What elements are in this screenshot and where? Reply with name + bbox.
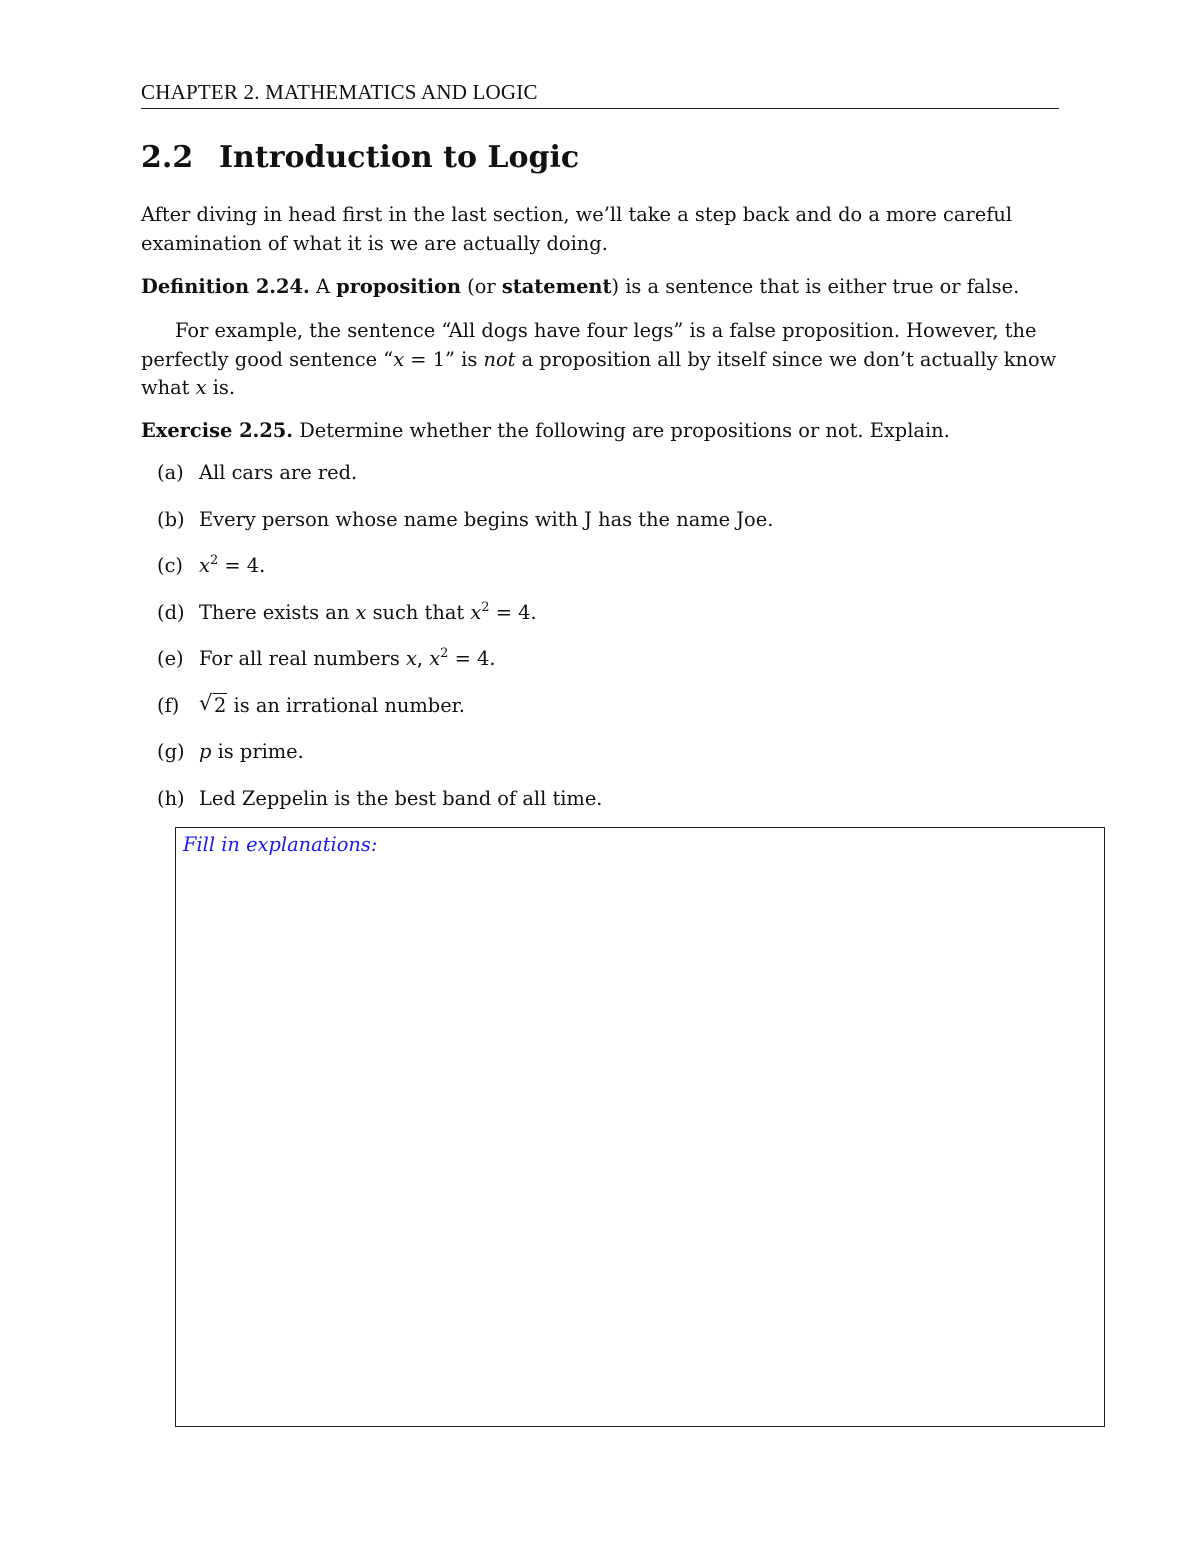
radicand: 2 [214, 693, 227, 717]
emphasis-not: not [483, 347, 516, 371]
intro-paragraph: After diving in head first in the last section, we’ll take a step back and do a more careful examination of what it is we are actually doing. [141, 203, 1013, 255]
item-text [199, 645, 496, 673]
list-item [141, 506, 1061, 553]
list-item [141, 692, 1061, 739]
example-text: a proposition all by itself since we don’t actually know what [141, 347, 1057, 399]
definition-term-proposition: proposition [336, 275, 461, 298]
example-text: is. [206, 376, 236, 399]
item-text [199, 692, 465, 720]
item-label: (d) [157, 600, 185, 624]
item-text [199, 738, 304, 766]
square-root [199, 692, 227, 720]
item-text-rest: is an irrational number. [227, 693, 465, 717]
answer-prompt: Fill in explanations: [183, 833, 378, 856]
math-variable: x [405, 647, 417, 670]
item-text: Led Zeppelin is the best band of all time. [199, 786, 603, 810]
definition-text: (or [461, 275, 502, 298]
item-text-mid: , [416, 647, 430, 670]
item-label: (c) [157, 554, 183, 577]
definition-term-statement: statement [501, 275, 612, 298]
example-text: = 1” is [404, 347, 484, 371]
item-text-mid: such that [366, 600, 471, 624]
definition-paragraph [141, 273, 1061, 302]
item-text: All cars are red. [199, 461, 358, 484]
list-item [141, 645, 1061, 692]
example-text: For example, the sentence “All dogs have four legs” is a false proposition. However, the perfectly good sentence “ [141, 319, 1037, 371]
math-variable: x [429, 647, 441, 670]
list-item [141, 459, 1061, 506]
list-item [141, 738, 1061, 785]
example-paragraph [141, 317, 1061, 403]
exponent: 2 [209, 553, 219, 568]
definition-text: ) is a sentence that is either true or false. [611, 275, 1020, 298]
exponent: 2 [440, 646, 449, 661]
item-label: (a) [157, 461, 184, 484]
radical-sign-icon: √ [199, 690, 213, 715]
definition-label: Definition 2.24. [141, 275, 310, 298]
math-variable: x [195, 376, 207, 399]
item-text [199, 552, 265, 580]
math-variable: x [470, 600, 482, 624]
section-heading [141, 138, 579, 178]
item-label: (b) [157, 507, 185, 531]
item-text-rest: is prime. [211, 740, 304, 763]
item-text-rest: = 4. [218, 554, 266, 577]
item-label: (e) [157, 647, 184, 670]
item-text-rest: = 4. [489, 600, 537, 624]
item-label: (h) [157, 786, 185, 810]
exercise-list [141, 459, 1061, 831]
running-head: CHAPTER 2. MATHEMATICS AND LOGIC [141, 78, 1059, 109]
item-text-pre: For all real numbers [199, 647, 406, 670]
math-variable: x [393, 347, 405, 371]
math-variable: x [199, 554, 210, 577]
list-item [141, 552, 1061, 599]
item-text [199, 599, 537, 627]
item-text-rest: = 4. [448, 647, 496, 670]
answer-box[interactable] [175, 827, 1105, 1427]
item-label: (f) [157, 693, 180, 717]
definition-text: A [309, 275, 337, 298]
math-variable: x [355, 600, 367, 624]
exercise-paragraph [141, 417, 1061, 446]
item-label: (g) [157, 740, 185, 763]
list-item [141, 599, 1061, 646]
exponent: 2 [481, 599, 490, 615]
section-number: 2.2 [141, 140, 194, 175]
math-variable: p [199, 740, 212, 763]
item-text: Every person whose name begins with J has the name Joe. [199, 507, 774, 531]
item-text-pre: There exists an [199, 600, 356, 624]
exercise-label: Exercise 2.25. [141, 419, 294, 442]
exercise-text: Determine whether the following are propositions or not. Explain. [293, 419, 950, 442]
list-item [141, 785, 1061, 832]
section-title: Introduction to Logic [219, 140, 580, 175]
